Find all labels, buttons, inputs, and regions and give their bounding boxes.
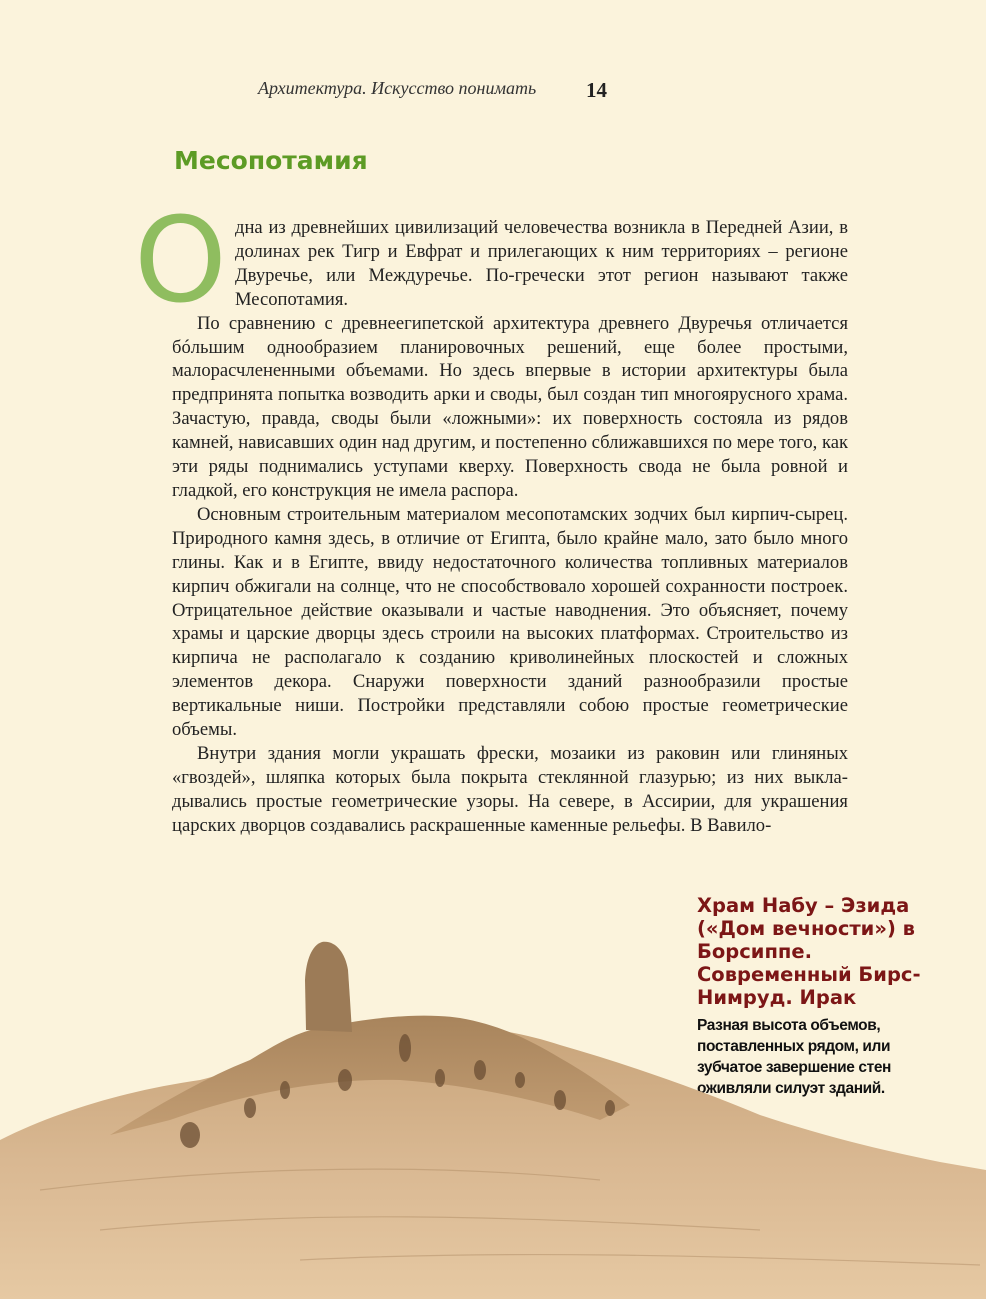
page-number: 14	[586, 78, 607, 102]
running-head	[258, 78, 618, 106]
drop-cap: О	[134, 191, 227, 329]
paragraph-1-text: дна из древнейших цивилизаций человечества возникла в Передней Азии, в долинах рек Тигр и Евфрат и прилегающих к ним территориях – регионе Двуречье, или Междуречье. По-гречески этот регион называют также Месопотамия.	[235, 217, 848, 310]
paragraph-2: По сравнению с древнеегипетской архитектура древнего Двуречья отличается бóльшим однообразием планировочных решений, еще более простыми, малорасчлененными объемами. Но здесь впервые в истории архитектуры была предпринята попытка возводить арки и своды, был создан тип многоярусного храма. Зачастую, правда, своды были «ложными»: их поверхность состояла из рядов камней, нависавших один над другим, и постепенно сближавшихся по мере того, как эти ряды поднимались уступами кверху. Поверхность свода не была ровной и гладкой, его конструкция не имела распора.	[172, 312, 848, 501]
caption-text: Разная высота объемов, поставленных рядом, или зубчатое завершение стен оживляли силуэт зданий.	[697, 1017, 892, 1097]
caption-title: Храм Набу – Эзида («Дом вечности») в Борсиппе. Современный Бирс-Нимруд. Ирак	[697, 894, 921, 1009]
section-title: Месопотамия	[174, 146, 368, 175]
tower-shape	[305, 942, 352, 1032]
running-title: Архитектура. Искусство понимать	[258, 78, 537, 98]
paragraph-1	[134, 191, 848, 329]
body-text	[134, 191, 848, 838]
ziggurat-ruin-photo	[0, 930, 986, 1299]
paragraph-3: Основным строительным материалом месопотамских зодчих был кирпич-сырец. Природного камня здесь, в отличие от Египта, было крайне мало, зато было много глины. Как и в Египте, ввиду недостаточного количества топливных материалов кирпич обжигали на солнце, что не способствовало хорошей сохранности построек. Отрицательное действие оказывали и частые наводнения. Это объясняет, почему храмы и царские дворцы здесь строили на высоких платформах. Строительство из кирпича не располагало к созданию криволинейных плоскостей и сложных элементов декора. Снаружи поверхности зданий разнообразили простые вертикальные ниши. Постройки представляли собою простые геометрические объемы.	[172, 503, 848, 741]
paragraph-4: Внутри здания могли украшать фрески, мозаики из раковин или глиняных «гвоздей», шляпка которых была покрыта стеклянной глазурью; из них выкладывались простые геометрические узоры. На севере, в Ассирии, для украшения царских дворцов создавались раскрашенные каменные рельефы. В Вавило-	[172, 742, 848, 836]
